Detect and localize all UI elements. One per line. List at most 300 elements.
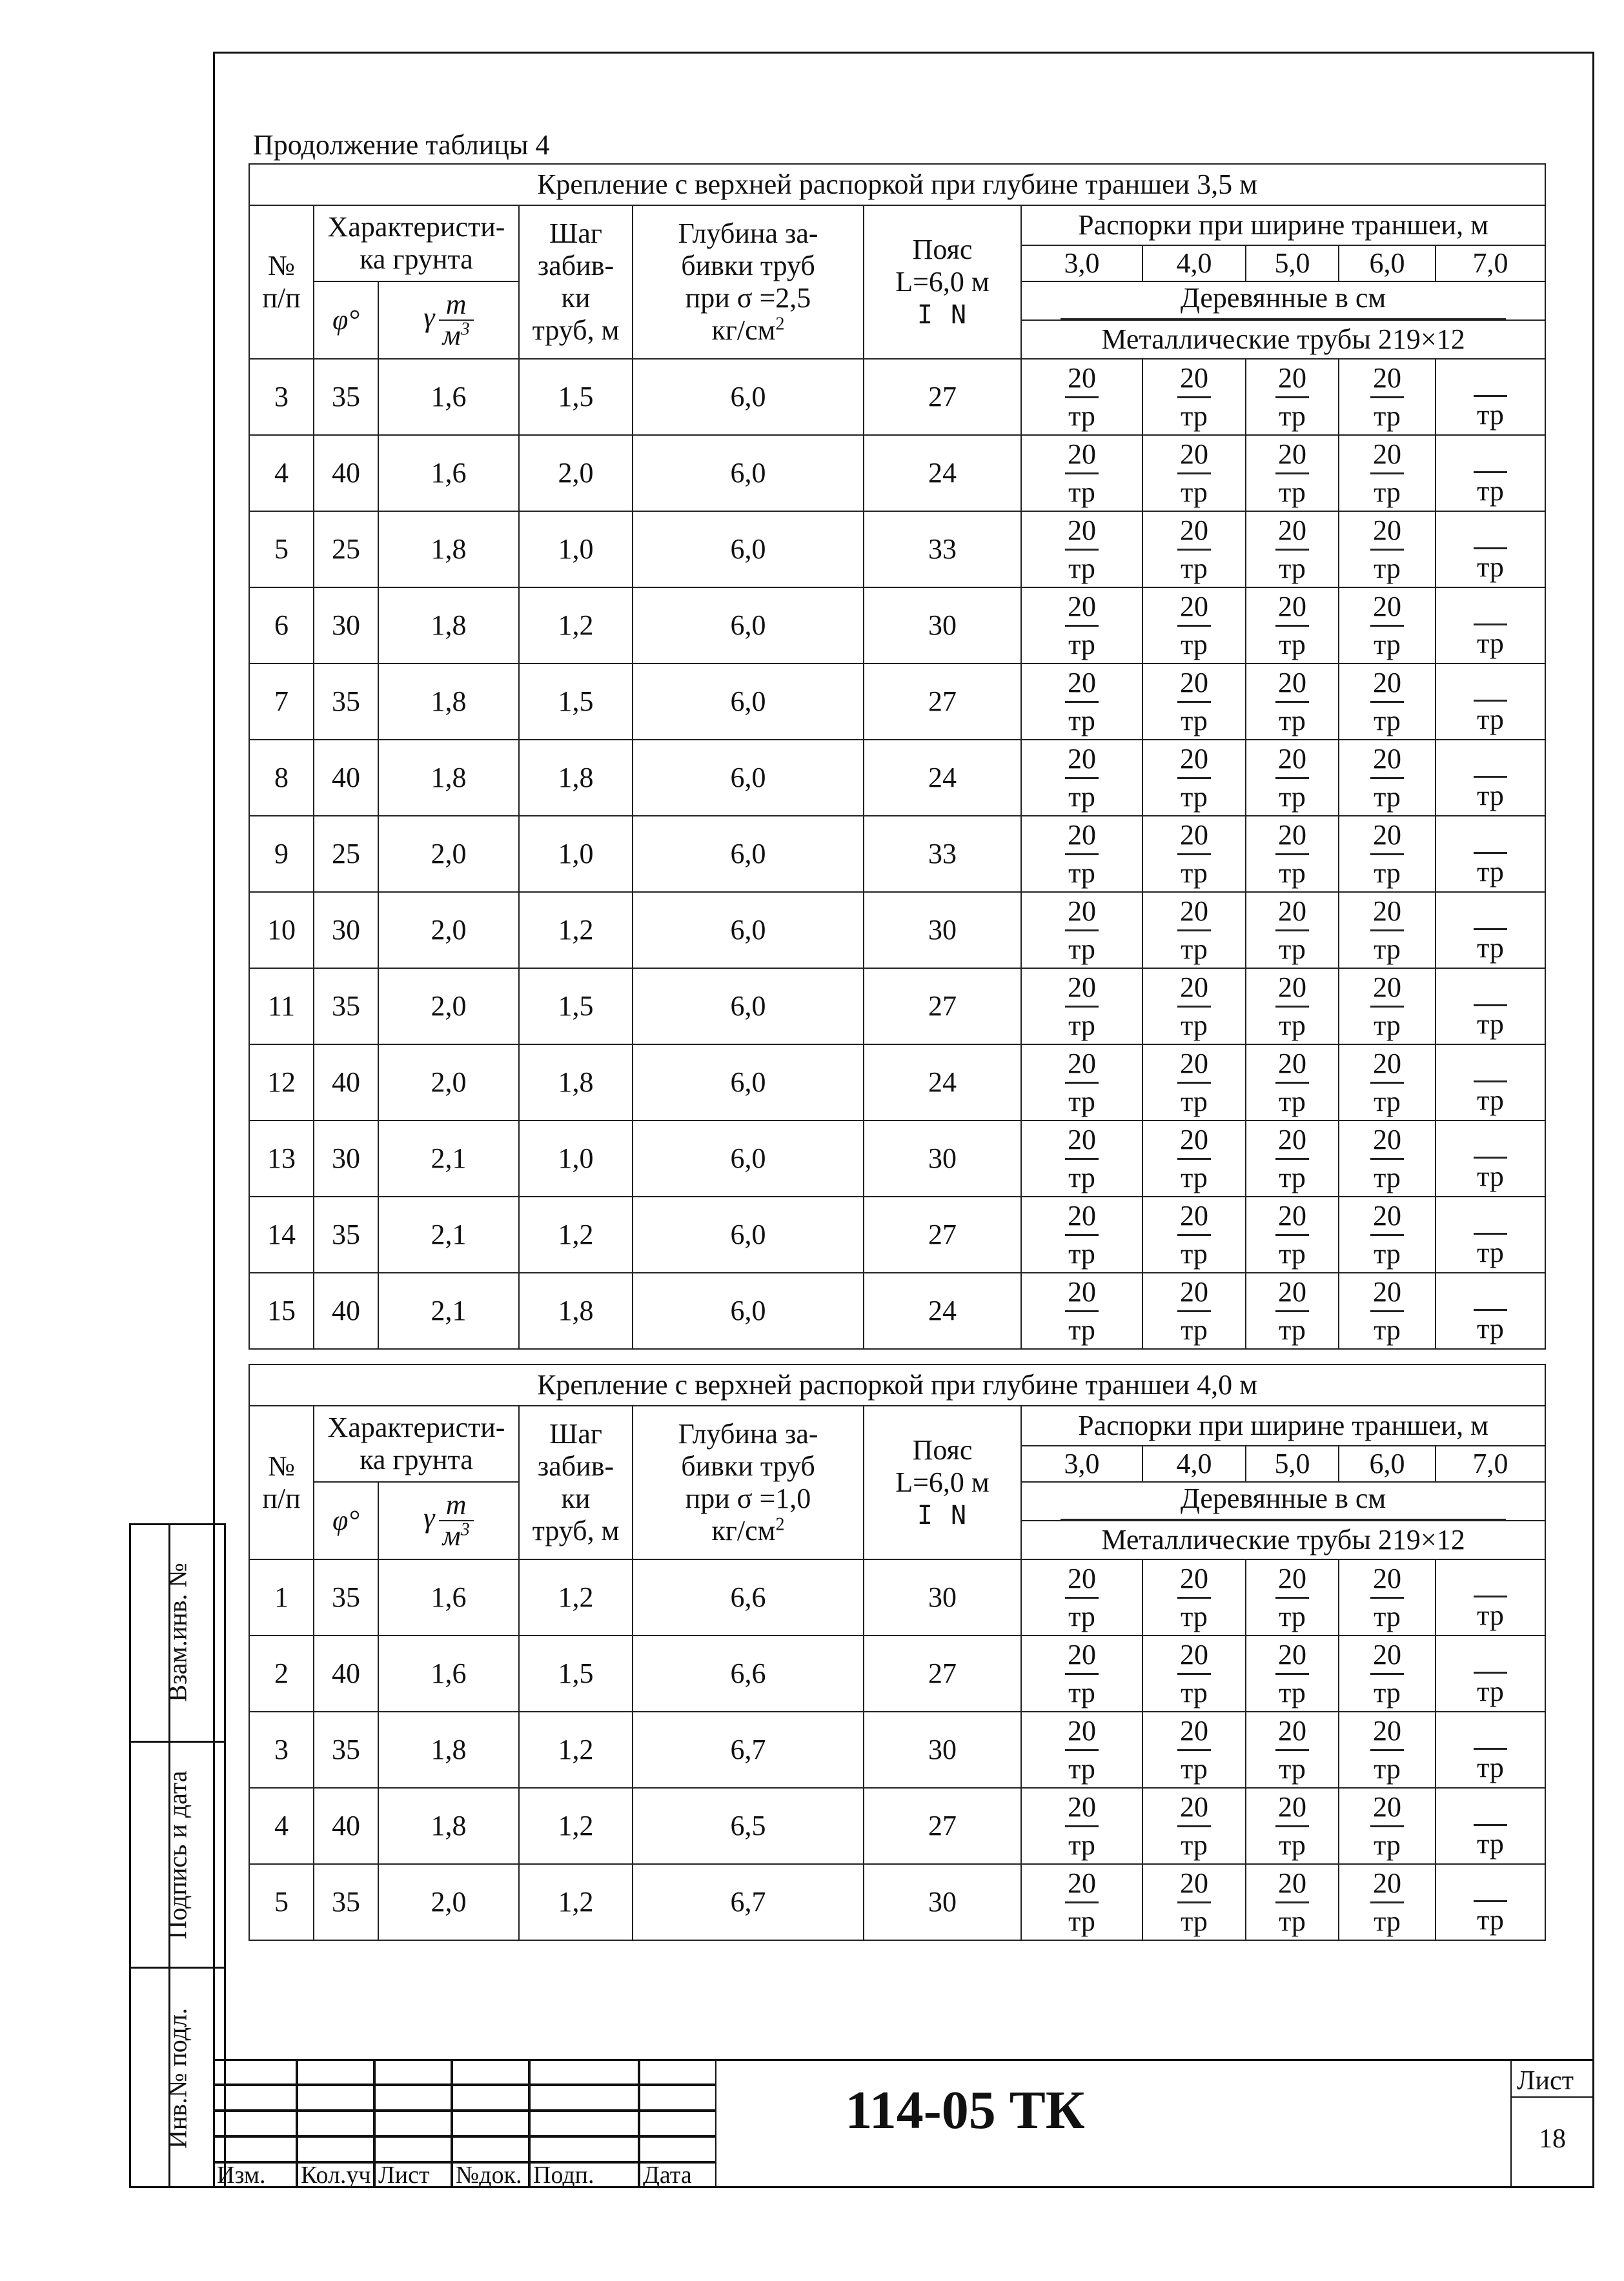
strut-metal-value: тр — [1068, 400, 1095, 432]
strut-wood-value: 20 — [1370, 893, 1404, 931]
strut-wood-value: 20 — [1275, 665, 1309, 703]
cell-n: 7 — [249, 664, 314, 740]
strut-wood-value: 20 — [1065, 436, 1099, 474]
strut-cell — [1021, 968, 1142, 1044]
strut-cell — [1021, 1273, 1142, 1349]
strut-wood-value: 20 — [1177, 1637, 1211, 1675]
strut-metal-value: тр — [1374, 1600, 1401, 1632]
cell-phi: 30 — [314, 1120, 378, 1197]
phi-header: φ° — [314, 1482, 378, 1559]
strut-cell — [1246, 1273, 1339, 1349]
strut-cell — [1246, 968, 1339, 1044]
strut-cell — [1339, 1788, 1436, 1864]
col-header-depth: Глубина за- бивки труб при σ =2,5 $кг/см^2$ — [633, 205, 864, 359]
strut-cell — [1339, 892, 1436, 968]
cell-n: 3 — [249, 1712, 314, 1788]
col-header-depth: Глубина за- бивки труб при σ =1,0 $кг/см^2$ — [633, 1406, 864, 1559]
cell-n: 10 — [249, 892, 314, 968]
strut-metal-value: тр — [1181, 1237, 1208, 1270]
cell-phi: 35 — [314, 359, 378, 435]
vzam-inv-label: Взам.инв. № — [163, 1562, 192, 1702]
cell-belt: 24 — [864, 1044, 1021, 1120]
strut-metal-value: тр — [1374, 1905, 1401, 1937]
cell-n: 13 — [249, 1120, 314, 1197]
cell-gamma: 1,6 — [378, 435, 519, 511]
cell-step: 1,5 — [519, 1636, 633, 1712]
strut-wood-value: 20 — [1065, 969, 1099, 1008]
strut-cell — [1021, 359, 1142, 435]
cell-n: 2 — [249, 1636, 314, 1712]
strut-wood-value: 20 — [1177, 1561, 1211, 1599]
cell-depth: 6,0 — [633, 1120, 864, 1197]
strut-cell — [1021, 1788, 1142, 1864]
strut-wood-value: 20 — [1177, 360, 1211, 398]
strut-metal-value: тр — [1068, 1676, 1095, 1708]
strut-wood-value: 20 — [1275, 1713, 1309, 1751]
strut-cell — [1021, 511, 1142, 587]
table-row — [249, 1636, 1545, 1712]
strut-metal-value: тр — [1279, 1752, 1306, 1785]
strut-cell — [1142, 587, 1246, 664]
strut-wood-dash — [1474, 514, 1507, 549]
table-row — [249, 740, 1545, 816]
strut-metal-value: тр — [1374, 552, 1401, 584]
inv-podl-label: Инв.№ подл. — [163, 2008, 192, 2149]
strut-cell — [1339, 664, 1436, 740]
cell-belt: 27 — [864, 1788, 1021, 1864]
strut-metal-value: тр — [1279, 476, 1306, 508]
strut-wood-value: 20 — [1065, 512, 1099, 551]
col-header-number: № п/п — [249, 205, 314, 359]
strut-wood-dash — [1474, 895, 1507, 930]
strut-cell — [1142, 1712, 1246, 1788]
cell-depth: 6,7 — [633, 1864, 864, 1940]
strut-cell — [1021, 1197, 1142, 1273]
cell-depth: 6,7 — [633, 1712, 864, 1788]
strut-metal-value: тр — [1477, 627, 1504, 659]
strut-cell — [1436, 740, 1545, 816]
strut-metal-value: тр — [1181, 552, 1208, 584]
strut-wood-value: 20 — [1177, 1046, 1211, 1084]
cell-phi: 30 — [314, 892, 378, 968]
strut-wood-value: 20 — [1275, 1046, 1309, 1084]
strut-metal-value: тр — [1374, 1676, 1401, 1708]
cell-gamma: 1,8 — [378, 664, 519, 740]
strut-wood-dash — [1474, 1199, 1507, 1235]
strut-cell — [1021, 1864, 1142, 1940]
cell-n: 1 — [249, 1559, 314, 1636]
col-header-step: Шаг забив- ки труб, м — [519, 205, 633, 359]
strut-wood-dash — [1474, 971, 1507, 1006]
strut-cell — [1142, 359, 1246, 435]
cell-n: 5 — [249, 511, 314, 587]
strut-cell — [1436, 1788, 1545, 1864]
cell-belt: 27 — [864, 359, 1021, 435]
strut-metal-value: тр — [1068, 1085, 1095, 1117]
strut-metal-value: тр — [1068, 933, 1095, 965]
cell-phi: 25 — [314, 816, 378, 892]
strut-cell — [1142, 511, 1246, 587]
strut-metal-value: тр — [1374, 628, 1401, 660]
strut-metal-value: тр — [1181, 628, 1208, 660]
cell-phi: 30 — [314, 587, 378, 664]
strut-cell — [1142, 892, 1246, 968]
cell-phi: 35 — [314, 1712, 378, 1788]
strut-cell — [1246, 1636, 1339, 1712]
strut-wood-value: 20 — [1370, 589, 1404, 627]
strut-cell — [1246, 1044, 1339, 1120]
cell-gamma: 1,6 — [378, 359, 519, 435]
strut-cell — [1339, 511, 1436, 587]
cell-belt: 24 — [864, 435, 1021, 511]
cell-gamma: 1,8 — [378, 587, 519, 664]
strut-cell — [1246, 1197, 1339, 1273]
strut-metal-value: тр — [1181, 1313, 1208, 1346]
beam-symbol: I N — [917, 1500, 968, 1530]
strut-cell — [1246, 587, 1339, 664]
strut-wood-dash — [1474, 438, 1507, 473]
col-header-belt: Пояс L=6,0 м I N — [864, 1406, 1021, 1559]
strut-cell — [1436, 1864, 1545, 1940]
cell-depth: 6,0 — [633, 587, 864, 664]
cell-belt: 30 — [864, 1864, 1021, 1940]
col-header-struts: Распорки при ширине траншеи, м — [1021, 205, 1545, 245]
strut-metal-value: тр — [1374, 780, 1401, 813]
strut-wood-value: 20 — [1065, 1713, 1099, 1751]
cell-step: 1,8 — [519, 740, 633, 816]
strut-wood-value: 20 — [1065, 1865, 1099, 1903]
strut-cell — [1142, 1788, 1246, 1864]
cell-belt: 24 — [864, 740, 1021, 816]
strut-metal-value: тр — [1374, 1829, 1401, 1861]
strut-metal-value: тр — [1477, 1599, 1504, 1631]
strut-cell — [1436, 1559, 1545, 1636]
strut-wood-value: 20 — [1275, 969, 1309, 1008]
strut-cell — [1339, 435, 1436, 511]
strut-wood-value: 20 — [1275, 741, 1309, 779]
gamma-header: γ т $м^3$ — [378, 1482, 519, 1559]
cell-belt: 30 — [864, 1120, 1021, 1197]
cell-n: 3 — [249, 359, 314, 435]
strut-cell — [1142, 1120, 1246, 1197]
strut-cell — [1436, 1273, 1545, 1349]
strut-metal-value: тр — [1374, 1085, 1401, 1117]
cell-step: 1,2 — [519, 892, 633, 968]
width-header-3: 5,0 — [1246, 1446, 1339, 1482]
width-header-5: 7,0 — [1436, 1446, 1545, 1482]
cell-step: 1,2 — [519, 1712, 633, 1788]
strut-metal-value: тр — [1279, 400, 1306, 432]
table-section-1 — [249, 163, 1546, 1350]
table-row — [249, 1712, 1545, 1788]
strut-metal-value: тр — [1279, 1676, 1306, 1708]
cell-gamma: 2,1 — [378, 1197, 519, 1273]
col-header-struts: Распорки при ширине траншеи, м — [1021, 1406, 1545, 1446]
cell-step: 1,5 — [519, 359, 633, 435]
cell-phi: 35 — [314, 664, 378, 740]
cell-depth: 6,0 — [633, 968, 864, 1044]
cell-phi: 40 — [314, 1044, 378, 1120]
cell-depth: 6,0 — [633, 359, 864, 435]
cell-gamma: 2,0 — [378, 1864, 519, 1940]
strut-wood-value: 20 — [1370, 741, 1404, 779]
strut-cell — [1021, 435, 1142, 511]
strut-wood-value: 20 — [1065, 360, 1099, 398]
strut-wood-dash — [1474, 1867, 1507, 1902]
strut-cell — [1339, 1044, 1436, 1120]
strut-metal-value: тр — [1477, 1008, 1504, 1040]
strut-wood-value: 20 — [1065, 893, 1099, 931]
strut-wood-value: 20 — [1177, 1789, 1211, 1827]
strut-cell — [1339, 968, 1436, 1044]
col-header-belt: Пояс L=6,0 м I N — [864, 205, 1021, 359]
phi-header: φ° — [314, 281, 378, 359]
strut-cell — [1436, 1636, 1545, 1712]
strut-wood-value: 20 — [1275, 1637, 1309, 1675]
cell-step: 1,2 — [519, 1197, 633, 1273]
cell-n: 15 — [249, 1273, 314, 1349]
strut-metal-value: тр — [1279, 1313, 1306, 1346]
strut-metal-value: тр — [1279, 857, 1306, 889]
width-header-5: 7,0 — [1436, 245, 1545, 281]
strut-cell — [1339, 1273, 1436, 1349]
cell-step: 2,0 — [519, 435, 633, 511]
cell-belt: 30 — [864, 1559, 1021, 1636]
cell-depth: 6,6 — [633, 1559, 864, 1636]
title-block-label: Изм. — [217, 2162, 266, 2189]
cell-belt: 27 — [864, 1636, 1021, 1712]
strut-wood-value: 20 — [1275, 1198, 1309, 1236]
table-row — [249, 1197, 1545, 1273]
cell-phi: 35 — [314, 1864, 378, 1940]
cell-gamma: 2,0 — [378, 968, 519, 1044]
strut-wood-dash — [1474, 666, 1507, 702]
cell-n: 4 — [249, 435, 314, 511]
strut-cell — [1436, 587, 1545, 664]
metal-header: Металлические трубы 219×12 — [1021, 1521, 1545, 1559]
strut-metal-value: тр — [1181, 1905, 1208, 1937]
strut-wood-value: 20 — [1370, 512, 1404, 551]
strut-wood-value: 20 — [1370, 1046, 1404, 1084]
table-caption: Продолжение таблицы 4 — [253, 129, 550, 161]
strut-metal-value: тр — [1279, 1829, 1306, 1861]
strut-wood-value: 20 — [1370, 1122, 1404, 1160]
strut-wood-value: 20 — [1177, 512, 1211, 551]
strut-wood-value: 20 — [1275, 1789, 1309, 1827]
strut-wood-value: 20 — [1370, 1713, 1404, 1751]
strut-metal-value: тр — [1181, 1676, 1208, 1708]
strut-metal-value: тр — [1374, 1161, 1401, 1193]
cell-phi: 35 — [314, 968, 378, 1044]
cell-gamma: 1,6 — [378, 1559, 519, 1636]
strut-metal-value: тр — [1068, 476, 1095, 508]
strut-metal-value: тр — [1374, 704, 1401, 736]
strut-metal-value: тр — [1374, 933, 1401, 965]
strut-wood-value: 20 — [1065, 589, 1099, 627]
strut-metal-value: тр — [1374, 857, 1401, 889]
strut-cell — [1142, 1044, 1246, 1120]
strut-wood-value: 20 — [1177, 1713, 1211, 1751]
strut-cell — [1436, 435, 1545, 511]
col-header-soil: Характеристи- ка грунта — [314, 205, 519, 281]
strut-wood-value: 20 — [1177, 893, 1211, 931]
cell-step: 1,2 — [519, 587, 633, 664]
strut-wood-value: 20 — [1065, 1561, 1099, 1599]
cell-n: 6 — [249, 587, 314, 664]
cell-belt: 30 — [864, 892, 1021, 968]
strut-metal-value: тр — [1181, 857, 1208, 889]
metal-header: Металлические трубы 219×12 — [1021, 320, 1545, 359]
strut-cell — [1021, 816, 1142, 892]
strut-cell — [1246, 1559, 1339, 1636]
strut-wood-value: 20 — [1177, 1122, 1211, 1160]
cell-gamma: 2,0 — [378, 1044, 519, 1120]
strut-metal-value: тр — [1181, 1009, 1208, 1041]
strut-metal-value: тр — [1477, 398, 1504, 431]
strut-wood-value: 20 — [1275, 360, 1309, 398]
cell-step: 1,2 — [519, 1559, 633, 1636]
cell-gamma: 1,8 — [378, 511, 519, 587]
strut-cell — [1142, 1197, 1246, 1273]
strut-cell — [1436, 968, 1545, 1044]
strut-metal-value: тр — [1477, 931, 1504, 964]
cell-depth: 6,6 — [633, 1636, 864, 1712]
strut-wood-value: 20 — [1370, 1789, 1404, 1827]
cell-belt: 24 — [864, 1273, 1021, 1349]
strut-metal-value: тр — [1068, 1905, 1095, 1937]
strut-wood-dash — [1474, 1638, 1507, 1674]
strut-cell — [1142, 435, 1246, 511]
strut-cell — [1246, 511, 1339, 587]
strut-metal-value: тр — [1279, 1009, 1306, 1041]
strut-cell — [1021, 1559, 1142, 1636]
strut-cell — [1142, 816, 1246, 892]
cell-n: 14 — [249, 1197, 314, 1273]
strut-cell — [1021, 892, 1142, 968]
strut-metal-value: тр — [1279, 1905, 1306, 1937]
strut-metal-value: тр — [1181, 400, 1208, 432]
strut-wood-value: 20 — [1370, 436, 1404, 474]
strut-metal-value: тр — [1477, 779, 1504, 811]
strut-cell — [1339, 1120, 1436, 1197]
strut-cell — [1246, 740, 1339, 816]
strut-cell — [1339, 359, 1436, 435]
cell-belt: 30 — [864, 1712, 1021, 1788]
cell-depth: 6,0 — [633, 740, 864, 816]
strut-cell — [1246, 359, 1339, 435]
strut-cell — [1339, 1636, 1436, 1712]
cell-belt: 27 — [864, 664, 1021, 740]
strut-metal-value: тр — [1477, 551, 1504, 583]
cell-phi: 40 — [314, 435, 378, 511]
strut-wood-dash — [1474, 818, 1507, 854]
sheet-number: 18 — [1539, 2124, 1566, 2154]
strut-wood-value: 20 — [1275, 512, 1309, 551]
strut-cell — [1436, 664, 1545, 740]
strut-metal-value: тр — [1068, 1752, 1095, 1785]
strut-cell — [1142, 1273, 1246, 1349]
cell-depth: 6,0 — [633, 816, 864, 892]
strut-wood-value: 20 — [1177, 1198, 1211, 1236]
strut-metal-value: тр — [1279, 704, 1306, 736]
cell-step: 1,2 — [519, 1864, 633, 1940]
strut-cell — [1436, 1197, 1545, 1273]
width-header-1: 3,0 — [1021, 1446, 1142, 1482]
strut-cell — [1021, 1712, 1142, 1788]
strut-cell — [1246, 1120, 1339, 1197]
width-header-3: 5,0 — [1246, 245, 1339, 281]
strut-wood-value: 20 — [1065, 1789, 1099, 1827]
strut-metal-value: тр — [1374, 1313, 1401, 1346]
width-header-4: 6,0 — [1339, 245, 1436, 281]
cell-step: 1,5 — [519, 664, 633, 740]
strut-metal-value: тр — [1477, 703, 1504, 735]
strut-wood-value: 20 — [1177, 665, 1211, 703]
strut-metal-value: тр — [1279, 628, 1306, 660]
cell-belt: 33 — [864, 511, 1021, 587]
strut-wood-value: 20 — [1275, 817, 1309, 855]
strut-wood-dash — [1474, 1714, 1507, 1750]
strut-cell — [1142, 1636, 1246, 1712]
cell-gamma: 1,8 — [378, 1788, 519, 1864]
strut-metal-value: тр — [1477, 1084, 1504, 1116]
strut-wood-value: 20 — [1370, 360, 1404, 398]
cell-n: 5 — [249, 1864, 314, 1940]
cell-belt: 27 — [864, 968, 1021, 1044]
strut-wood-value: 20 — [1177, 817, 1211, 855]
strut-metal-value: тр — [1068, 1600, 1095, 1632]
strut-cell — [1021, 1044, 1142, 1120]
document-number: 114-05 ТК — [845, 2080, 1085, 2140]
strut-wood-value: 20 — [1065, 1046, 1099, 1084]
cell-depth: 6,0 — [633, 1044, 864, 1120]
strut-wood-dash — [1474, 1123, 1507, 1159]
cell-n: 9 — [249, 816, 314, 892]
strut-metal-value: тр — [1181, 933, 1208, 965]
strut-wood-value: 20 — [1370, 969, 1404, 1008]
strut-cell — [1021, 1120, 1142, 1197]
strut-metal-value: тр — [1279, 552, 1306, 584]
cell-n: 8 — [249, 740, 314, 816]
strut-cell — [1021, 1636, 1142, 1712]
cell-depth: 6,0 — [633, 1197, 864, 1273]
table-row — [249, 1044, 1545, 1120]
strut-wood-dash — [1474, 1790, 1507, 1826]
strut-cell — [1339, 1864, 1436, 1940]
strut-wood-value: 20 — [1275, 1561, 1309, 1599]
strut-cell — [1246, 664, 1339, 740]
strut-metal-value: тр — [1068, 857, 1095, 889]
strut-wood-value: 20 — [1177, 1274, 1211, 1312]
table-row — [249, 359, 1545, 435]
strut-metal-value: тр — [1477, 1827, 1504, 1860]
section-title: Крепление с верхней распоркой при глубине траншеи 3,5 м — [249, 164, 1545, 205]
wood-header: Деревянные в см — [1021, 281, 1545, 320]
cell-step: 1,8 — [519, 1273, 633, 1349]
strut-cell — [1436, 816, 1545, 892]
strut-wood-value: 20 — [1177, 969, 1211, 1008]
cell-gamma: 1,8 — [378, 740, 519, 816]
cell-gamma: 2,0 — [378, 816, 519, 892]
strut-metal-value: тр — [1068, 1237, 1095, 1270]
cell-step: 1,0 — [519, 1120, 633, 1197]
table-row — [249, 587, 1545, 664]
strut-metal-value: тр — [1279, 933, 1306, 965]
strut-metal-value: тр — [1181, 1161, 1208, 1193]
strut-wood-value: 20 — [1275, 436, 1309, 474]
strut-metal-value: тр — [1181, 704, 1208, 736]
strut-wood-value: 20 — [1370, 1274, 1404, 1312]
